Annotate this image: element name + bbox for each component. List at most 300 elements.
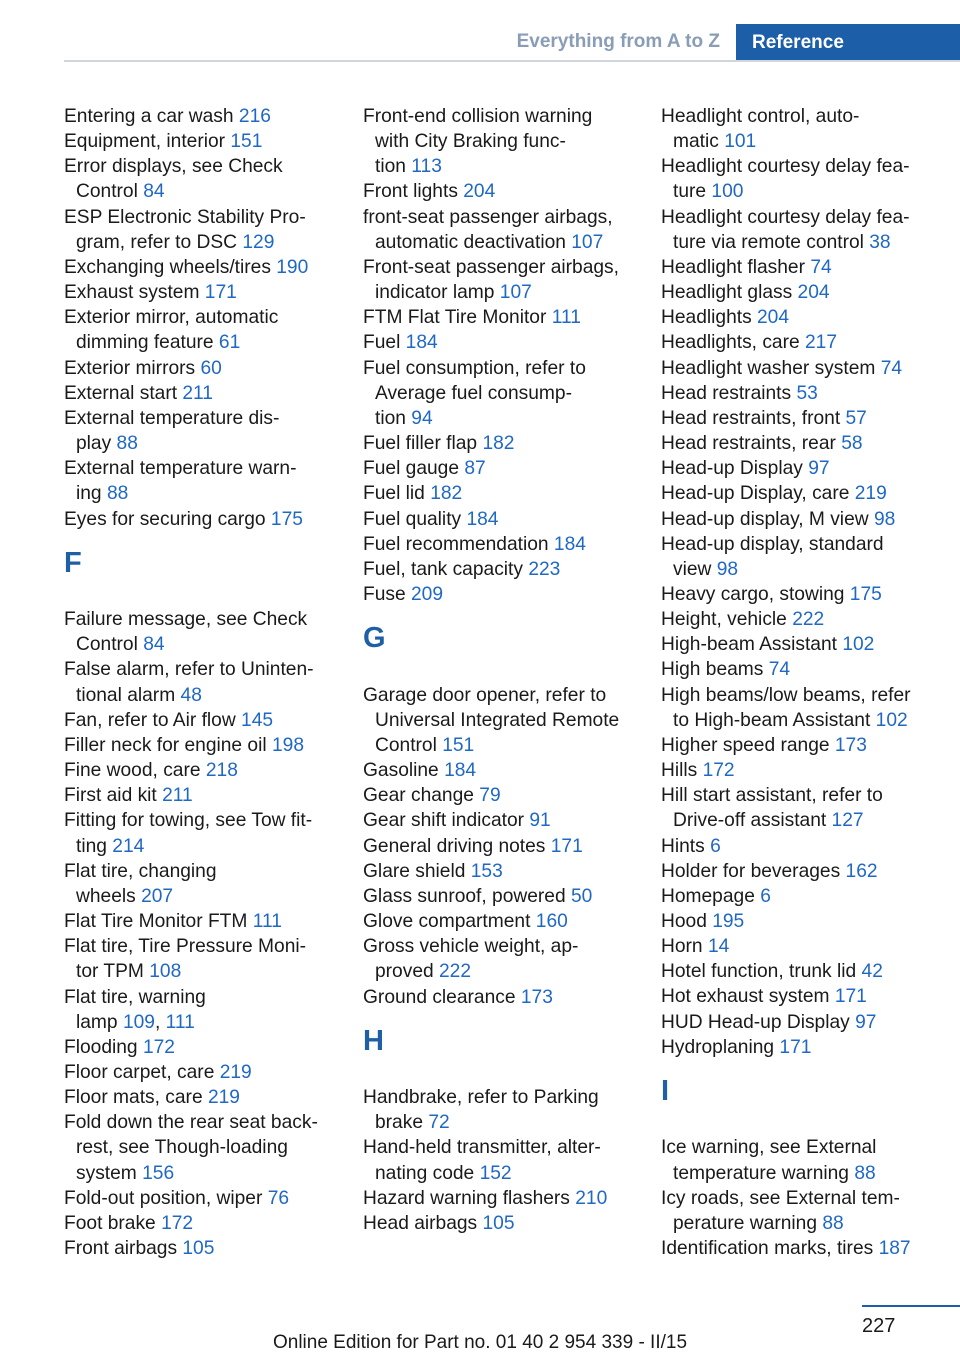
entry-term: Ice warning, see External bbox=[661, 1137, 877, 1159]
index-entry bbox=[363, 305, 649, 330]
page-link[interactable]: 14 bbox=[707, 936, 730, 958]
entry-term: system bbox=[76, 1162, 137, 1184]
page-link[interactable]: 219 bbox=[207, 1087, 240, 1109]
page-link[interactable]: 184 bbox=[466, 508, 499, 530]
index-entry bbox=[363, 356, 649, 431]
entry-term: brake bbox=[375, 1112, 423, 1134]
entry-term: Gross vehicle weight, ap- bbox=[363, 936, 579, 958]
index-entry bbox=[661, 205, 955, 255]
entry-term: wheels bbox=[76, 885, 136, 907]
index-entry bbox=[363, 104, 649, 179]
index-entry bbox=[64, 406, 350, 456]
entry-term: Garage door opener, refer to bbox=[363, 684, 607, 706]
entry-term: to High-beam Assistant bbox=[673, 709, 871, 731]
page-link[interactable]: 198 bbox=[271, 734, 304, 756]
index-entry bbox=[64, 1060, 350, 1085]
index-entry bbox=[661, 959, 955, 984]
page-link[interactable]: 156 bbox=[142, 1162, 175, 1184]
page-link[interactable]: 109 bbox=[122, 1011, 155, 1033]
entry-term: automatic deactivation bbox=[375, 231, 566, 253]
entry-term: gram, refer to DSC bbox=[76, 231, 238, 253]
page-link[interactable]: 6 bbox=[760, 885, 771, 907]
page-link[interactable]: 184 bbox=[405, 332, 438, 354]
index-entry bbox=[64, 305, 350, 355]
index-entry bbox=[64, 154, 350, 204]
entry-term: tion bbox=[375, 407, 406, 429]
index-entry bbox=[661, 280, 955, 305]
index-entry bbox=[64, 205, 350, 255]
page-link[interactable]: 171 bbox=[550, 835, 583, 857]
page-link[interactable]: 207 bbox=[141, 885, 174, 907]
entry-term: ture via remote control bbox=[673, 231, 864, 253]
entry-term: Average fuel consump- bbox=[375, 382, 572, 404]
page-link[interactable]: 100 bbox=[711, 181, 744, 203]
entry-term: Holder for beverages bbox=[661, 860, 841, 882]
page-link[interactable]: 74 bbox=[880, 357, 903, 379]
index-entry bbox=[661, 657, 955, 682]
entry-term: Universal Integrated Remote bbox=[375, 709, 620, 731]
entry-term: Entering a car wash bbox=[64, 106, 234, 127]
entry-term: Icy roads, see External tem- bbox=[661, 1187, 900, 1209]
entry-term: Exterior mirrors bbox=[64, 357, 196, 379]
entry-term: Fuel recommendation bbox=[363, 533, 549, 555]
page-link[interactable]: 60 bbox=[200, 357, 222, 379]
index-entry bbox=[64, 255, 350, 280]
index-column-1 bbox=[64, 104, 350, 1261]
entry-term: rest, see Though-loading bbox=[76, 1137, 288, 1159]
page-header bbox=[0, 0, 960, 62]
page-link[interactable]: 175 bbox=[849, 583, 882, 605]
index-entry bbox=[661, 330, 955, 355]
page-link[interactable]: 88 bbox=[116, 433, 138, 455]
index-entry bbox=[64, 1186, 350, 1211]
entry-term: tional alarm bbox=[76, 684, 176, 706]
entry-term: Drive-off assistant bbox=[673, 810, 827, 832]
entry-term: tion bbox=[375, 156, 406, 178]
entry-term: play bbox=[76, 433, 112, 455]
entry-term: Flat Tire Monitor FTM bbox=[64, 911, 248, 933]
index-column-3 bbox=[661, 104, 955, 1261]
entry-term: Hood bbox=[661, 911, 707, 932]
page-link[interactable]: 217 bbox=[805, 332, 838, 354]
page-link[interactable]: 184 bbox=[553, 533, 586, 555]
index-entry bbox=[363, 1186, 649, 1211]
index-entry bbox=[64, 129, 350, 154]
page-link[interactable]: 184 bbox=[444, 760, 477, 782]
entry-term: Hot exhaust system bbox=[661, 986, 830, 1008]
page-link[interactable]: 53 bbox=[796, 382, 818, 404]
page-link[interactable]: 108 bbox=[149, 961, 182, 983]
page-link[interactable]: 209 bbox=[411, 583, 444, 605]
entry-term: ing bbox=[76, 483, 102, 505]
entry-term: General driving notes bbox=[363, 835, 546, 857]
index-entry bbox=[363, 507, 649, 532]
page-link[interactable]: 173 bbox=[520, 986, 553, 1008]
entry-term: temperature warning bbox=[673, 1162, 849, 1184]
page-link[interactable]: 182 bbox=[482, 433, 515, 455]
index-entry bbox=[363, 1135, 649, 1185]
entry-term: Front-seat passenger airbags, bbox=[363, 256, 619, 278]
index-entry bbox=[64, 859, 350, 909]
entry-term: Heavy cargo, stowing bbox=[661, 583, 845, 605]
page-link[interactable]: 195 bbox=[712, 911, 745, 932]
entry-term: Fine wood, care bbox=[64, 760, 201, 782]
entry-term: Headlight courtesy delay fea- bbox=[661, 206, 910, 228]
page-link[interactable]: 79 bbox=[479, 785, 501, 807]
page-link[interactable]: 61 bbox=[218, 332, 241, 354]
entry-term: Hills bbox=[661, 760, 698, 782]
page-link[interactable]: 76 bbox=[267, 1187, 290, 1209]
entry-term: Head restraints, rear bbox=[661, 433, 836, 455]
page-link[interactable]: 210 bbox=[575, 1187, 608, 1209]
page-link[interactable]: 204 bbox=[757, 307, 790, 329]
page-link[interactable]: 50 bbox=[570, 885, 593, 907]
index-entry bbox=[64, 1035, 350, 1060]
footer-divider bbox=[862, 1305, 960, 1307]
entry-term: Flooding bbox=[64, 1036, 138, 1058]
entry-term: High beams/low beams, refer bbox=[661, 684, 911, 706]
index-entry bbox=[64, 456, 350, 506]
entry-term: Control bbox=[76, 634, 138, 656]
page-link[interactable]: 38 bbox=[869, 231, 891, 253]
index-entry bbox=[64, 1085, 350, 1110]
entry-term: Fuel, tank capacity bbox=[363, 558, 523, 580]
entry-term: indicator lamp bbox=[375, 282, 495, 304]
index-entry bbox=[661, 507, 955, 532]
page-link[interactable]: 74 bbox=[768, 659, 791, 681]
index-entry bbox=[363, 205, 649, 255]
entry-term: Gear change bbox=[363, 785, 474, 807]
index-entry bbox=[363, 859, 649, 884]
entry-term: External temperature warn- bbox=[64, 458, 297, 480]
page-link[interactable]: 211 bbox=[182, 382, 213, 404]
header-divider bbox=[64, 60, 960, 62]
entry-term: Exterior mirror, automatic bbox=[64, 307, 279, 329]
entry-term: Control bbox=[375, 734, 437, 756]
entry-term: Identification marks, tires bbox=[661, 1238, 874, 1260]
index-entry bbox=[64, 758, 350, 783]
entry-term: Homepage bbox=[661, 885, 755, 907]
index-entry bbox=[661, 607, 955, 632]
index-entry bbox=[363, 909, 649, 934]
index-entry bbox=[363, 985, 649, 1010]
page-link[interactable]: 171 bbox=[779, 1036, 812, 1058]
section-letter: F bbox=[64, 546, 82, 579]
entry-term: Failure message, see Check bbox=[64, 609, 308, 631]
entry-term: External temperature dis- bbox=[64, 407, 280, 429]
entry-term: front-seat passenger airbags, bbox=[363, 206, 613, 228]
page-link[interactable]: 98 bbox=[716, 558, 739, 580]
index-entry bbox=[363, 683, 649, 758]
entry-term: FTM Flat Tire Monitor bbox=[363, 307, 547, 329]
entry-term: Headlights bbox=[661, 307, 752, 329]
index-entry bbox=[363, 557, 649, 582]
entry-term: Fold-out position, wiper bbox=[64, 1187, 263, 1209]
entry-term: Front-end collision warning bbox=[363, 106, 593, 127]
page-number: 227 bbox=[862, 1315, 896, 1337]
entry-term: Equipment, interior bbox=[64, 131, 226, 153]
index-entry bbox=[363, 1085, 649, 1135]
index-entry bbox=[661, 582, 955, 607]
page-link[interactable]: 84 bbox=[143, 181, 165, 203]
page-link[interactable]: 214 bbox=[112, 835, 145, 857]
page-link[interactable]: 187 bbox=[878, 1238, 911, 1260]
entry-term: Hydroplaning bbox=[661, 1036, 775, 1058]
index-entry bbox=[661, 305, 955, 330]
entry-term: Ground clearance bbox=[363, 986, 516, 1008]
index-entry bbox=[661, 783, 955, 833]
entry-term: Fan, refer to Air flow bbox=[64, 709, 236, 731]
entry-term: Fuse bbox=[363, 583, 406, 605]
section-letter: I bbox=[661, 1074, 670, 1107]
page-link[interactable]: 111 bbox=[252, 911, 282, 933]
entry-term: Control bbox=[76, 181, 138, 203]
index-entry bbox=[661, 381, 955, 406]
entry-term: Hotel function, trunk lid bbox=[661, 961, 857, 983]
entry-term: ESP Electronic Stability Pro- bbox=[64, 206, 306, 228]
entry-term: Eyes for securing cargo bbox=[64, 508, 266, 530]
entry-term: External start bbox=[64, 382, 178, 404]
entry-term: Flat tire, Tire Pressure Moni- bbox=[64, 936, 307, 958]
index-entry bbox=[64, 909, 350, 934]
page-link[interactable]: 162 bbox=[845, 860, 878, 882]
page-link[interactable]: 98 bbox=[873, 508, 896, 530]
index-entry bbox=[661, 1135, 955, 1185]
entry-term: Fuel gauge bbox=[363, 458, 460, 480]
index-entry bbox=[363, 431, 649, 456]
page-link[interactable]: 88 bbox=[822, 1212, 844, 1234]
entry-term: False alarm, refer to Uninten- bbox=[64, 659, 314, 681]
index-entry bbox=[64, 1110, 350, 1185]
index-entry bbox=[661, 1010, 955, 1035]
page-link[interactable]: 171 bbox=[834, 986, 867, 1008]
page-link[interactable]: 171 bbox=[204, 282, 237, 304]
page-link[interactable]: 57 bbox=[845, 407, 867, 429]
page-link[interactable]: 204 bbox=[463, 181, 496, 203]
page-link[interactable]: 105 bbox=[182, 1238, 215, 1260]
entry-term: Height, vehicle bbox=[661, 609, 787, 631]
section-title: Everything from A to Z bbox=[516, 31, 720, 52]
entry-term: High beams bbox=[661, 659, 764, 681]
index-entry bbox=[661, 984, 955, 1009]
index-entry bbox=[363, 532, 649, 557]
page-link[interactable]: 175 bbox=[270, 508, 303, 530]
page-link[interactable]: 84 bbox=[143, 634, 165, 656]
entry-term: Horn bbox=[661, 936, 703, 958]
entry-term: Fold down the rear seat back- bbox=[64, 1112, 318, 1134]
entry-term: Front lights bbox=[363, 181, 458, 203]
index-entry bbox=[64, 507, 350, 532]
page-link[interactable]: 105 bbox=[482, 1212, 515, 1234]
entry-term: Error displays, see Check bbox=[64, 156, 283, 178]
entry-term: Glare shield bbox=[363, 860, 466, 882]
entry-term: matic bbox=[673, 131, 719, 153]
entry-term: Fuel filler flap bbox=[363, 433, 478, 455]
page-link[interactable]: 111 bbox=[551, 307, 581, 329]
index-entry bbox=[661, 909, 955, 934]
page-link[interactable]: 102 bbox=[842, 634, 875, 656]
page-link[interactable]: 172 bbox=[702, 760, 735, 782]
page-link[interactable]: 129 bbox=[242, 231, 275, 253]
index-entry bbox=[661, 632, 955, 657]
entry-term: tor TPM bbox=[76, 961, 144, 983]
page-link[interactable]: 113 bbox=[411, 156, 442, 178]
page-link[interactable]: 94 bbox=[411, 407, 433, 429]
page-link[interactable]: 87 bbox=[464, 458, 486, 480]
entry-term: Flat tire, warning bbox=[64, 986, 206, 1008]
page-link[interactable]: 72 bbox=[428, 1112, 450, 1134]
reference-tab: Reference bbox=[736, 24, 960, 62]
index-entry bbox=[363, 582, 649, 607]
entry-term: Head restraints bbox=[661, 382, 792, 404]
page-link[interactable]: 88 bbox=[854, 1162, 876, 1184]
entry-term: First aid kit bbox=[64, 785, 157, 807]
index-entry bbox=[661, 104, 955, 154]
page-link[interactable]: 211 bbox=[162, 785, 193, 807]
index-entry bbox=[64, 280, 350, 305]
section-letter: H bbox=[363, 1024, 384, 1057]
entry-term: Floor carpet, care bbox=[64, 1061, 215, 1083]
page-link[interactable]: 190 bbox=[276, 256, 309, 278]
entry-term: Exchanging wheels/tires bbox=[64, 256, 271, 278]
page-link[interactable]: 173 bbox=[834, 734, 867, 756]
entry-term: Glass sunroof, powered bbox=[363, 885, 566, 907]
index-entry bbox=[64, 934, 350, 984]
entry-term: Foot brake bbox=[64, 1212, 156, 1234]
index-entry bbox=[64, 104, 350, 129]
index-entry bbox=[661, 1035, 955, 1060]
index-entry bbox=[661, 356, 955, 381]
page-link[interactable]: 58 bbox=[841, 433, 863, 455]
entry-term: Head-up display, standard bbox=[661, 533, 884, 555]
page-link[interactable]: 102 bbox=[875, 709, 908, 731]
entry-term: Front airbags bbox=[64, 1238, 178, 1260]
entry-term: Glove compartment bbox=[363, 911, 531, 933]
index-entry bbox=[661, 456, 955, 481]
page-link[interactable]: 204 bbox=[797, 282, 830, 304]
page-link[interactable]: 182 bbox=[430, 483, 463, 505]
page-link[interactable]: 6 bbox=[710, 835, 721, 857]
page-link[interactable]: 127 bbox=[831, 810, 864, 832]
index-entry bbox=[363, 481, 649, 506]
entry-term: Fuel consumption, refer to bbox=[363, 357, 586, 379]
index-entry bbox=[661, 758, 955, 783]
edition-footer: Online Edition for Part no. 01 40 2 954 339 - II/15 bbox=[272, 1332, 688, 1353]
entry-term: Fuel lid bbox=[363, 483, 425, 505]
index-entry bbox=[363, 179, 649, 204]
entry-term: Floor mats, care bbox=[64, 1087, 203, 1109]
entry-term: Fuel bbox=[363, 332, 401, 354]
page-link[interactable]: 219 bbox=[854, 483, 887, 505]
entry-term: proved bbox=[375, 961, 434, 983]
entry-term: lamp bbox=[76, 1011, 118, 1033]
index-entry: Flat tire, warning lamp 109, 111 bbox=[64, 986, 206, 1033]
entry-term: Head-up Display bbox=[661, 458, 803, 480]
index-column-2 bbox=[363, 104, 649, 1236]
index-entry bbox=[661, 1236, 955, 1261]
index-entry bbox=[64, 1236, 350, 1261]
page-link[interactable]: 97 bbox=[855, 1011, 877, 1033]
index-entry bbox=[661, 934, 955, 959]
entry-term: ting bbox=[76, 835, 107, 857]
index-entry bbox=[64, 1211, 350, 1236]
index-entry bbox=[363, 330, 649, 355]
index-entry bbox=[661, 834, 955, 859]
index-entry bbox=[661, 859, 955, 884]
entry-term: ture bbox=[673, 181, 707, 203]
page-link[interactable]: 152 bbox=[479, 1162, 512, 1184]
entry-term: Headlight courtesy delay fea- bbox=[661, 156, 910, 178]
index-entry bbox=[661, 532, 955, 582]
index-entry bbox=[363, 1211, 649, 1236]
page-link[interactable]: 219 bbox=[219, 1061, 252, 1083]
entry-term: Headlights, care bbox=[661, 332, 800, 354]
page-link[interactable]: 145 bbox=[241, 709, 274, 731]
page-link[interactable]: 216 bbox=[238, 106, 271, 127]
entry-term: Fitting for towing, see Tow fit- bbox=[64, 810, 313, 832]
page-link[interactable]: 107 bbox=[571, 231, 604, 253]
entry-term: Headlight washer system bbox=[661, 357, 876, 379]
index-entry bbox=[363, 783, 649, 808]
entry-term: Flat tire, changing bbox=[64, 860, 217, 882]
page-link[interactable]: 172 bbox=[142, 1036, 175, 1058]
page-link[interactable]: 42 bbox=[861, 961, 883, 983]
page-link[interactable]: 223 bbox=[528, 558, 561, 580]
entry-term: Hints bbox=[661, 835, 705, 857]
page-link[interactable]: 151 bbox=[230, 131, 263, 153]
page-link[interactable]: 172 bbox=[161, 1212, 194, 1234]
page-link[interactable]: 107 bbox=[499, 282, 532, 304]
index-entry bbox=[64, 607, 350, 657]
entry-term: Exhaust system bbox=[64, 282, 200, 304]
page-link[interactable]: 48 bbox=[180, 684, 202, 706]
page-link[interactable]: 101 bbox=[724, 131, 757, 153]
index-entry bbox=[64, 783, 350, 808]
page-link[interactable]: 91 bbox=[529, 810, 551, 832]
index-entry bbox=[363, 884, 649, 909]
page-link[interactable]: 222 bbox=[439, 961, 472, 983]
index-entry bbox=[363, 808, 649, 833]
entry-term: Head-up display, M view bbox=[661, 508, 869, 530]
page-link[interactable]: 218 bbox=[205, 760, 238, 782]
index-entry bbox=[661, 431, 955, 456]
index-entry bbox=[363, 456, 649, 481]
entry-term: Hand-held transmitter, alter- bbox=[363, 1137, 601, 1159]
page-link[interactable]: 74 bbox=[810, 256, 832, 278]
page-link[interactable]: 160 bbox=[535, 911, 568, 933]
entry-term: Handbrake, refer to Parking bbox=[363, 1087, 599, 1109]
page-link[interactable]: 111 bbox=[165, 1011, 195, 1033]
entry-term: view bbox=[673, 558, 712, 580]
page-link[interactable]: 151 bbox=[442, 734, 475, 756]
index-entry bbox=[661, 884, 955, 909]
page-link[interactable]: 97 bbox=[808, 458, 830, 480]
page-link[interactable]: 88 bbox=[106, 483, 129, 505]
section-letter: G bbox=[363, 622, 386, 655]
entry-term: Headlight glass bbox=[661, 282, 793, 304]
entry-term: High-beam Assistant bbox=[661, 634, 837, 656]
index-entry bbox=[64, 356, 350, 381]
index-entry bbox=[64, 808, 350, 858]
index-entry bbox=[363, 255, 649, 305]
page-link[interactable]: 153 bbox=[470, 860, 503, 882]
index-entry bbox=[64, 381, 350, 406]
index-entry bbox=[64, 708, 350, 733]
index-entry bbox=[661, 481, 955, 506]
entry-term: Gasoline bbox=[363, 760, 439, 782]
page-link[interactable]: 222 bbox=[792, 609, 825, 631]
index-entry bbox=[363, 758, 649, 783]
